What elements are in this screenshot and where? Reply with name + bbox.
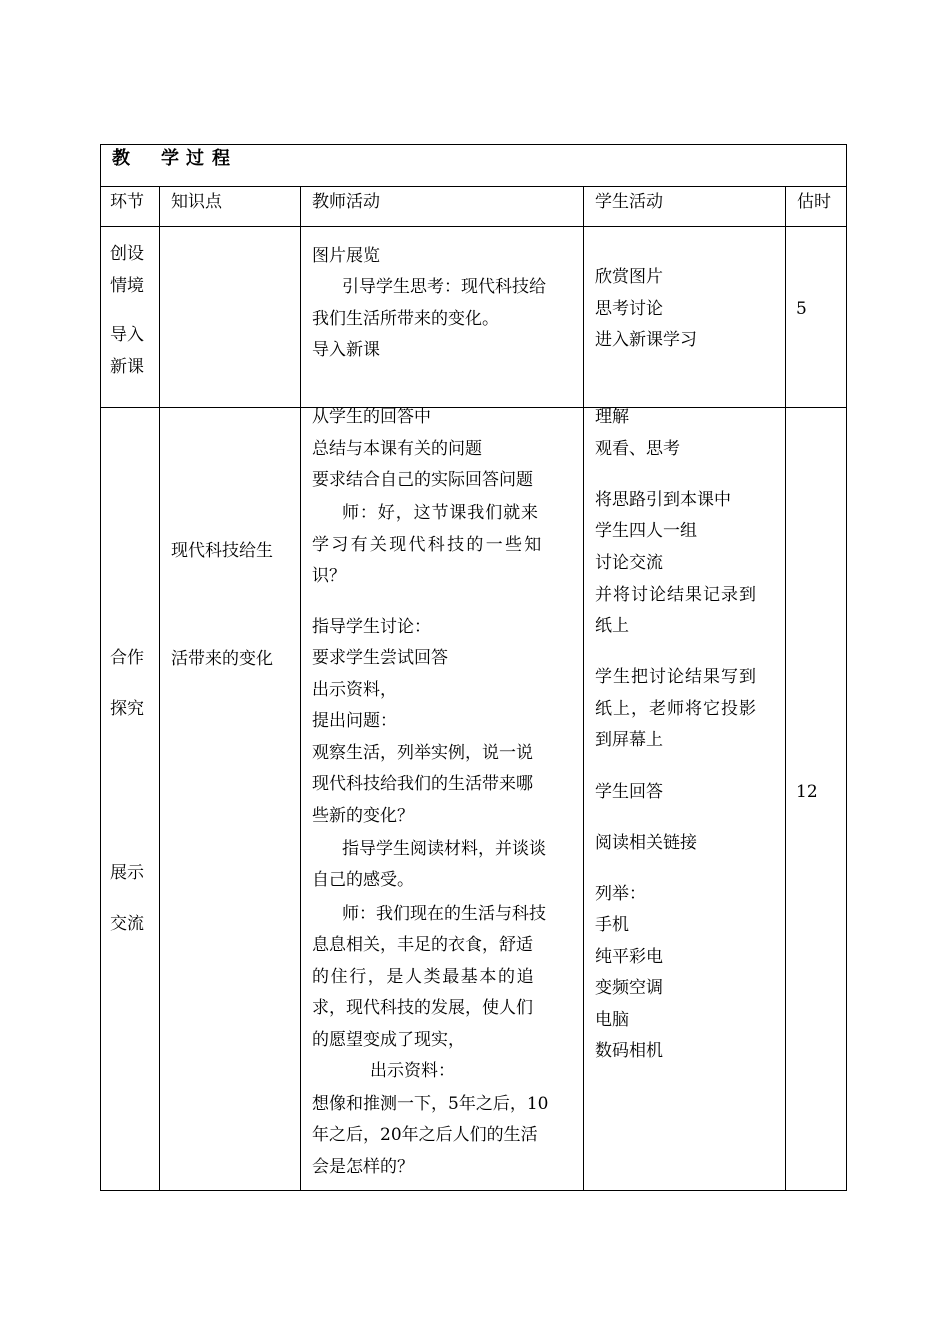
title-char: 学	[161, 148, 179, 169]
student-line: 阅读相关链接	[595, 833, 697, 853]
teacher-line: 的住行，是人类最基本的追	[312, 967, 536, 987]
student-line: 思考讨论	[595, 299, 663, 319]
stage-line: 情境	[110, 276, 144, 296]
teacher-line: 息息相关，丰足的衣食，舒适	[312, 935, 533, 955]
header-knowledge: 知识点	[171, 192, 222, 212]
student-line: 进入新课学习	[595, 330, 697, 350]
student-line: 到屏幕上	[595, 730, 663, 750]
student-line: 纯平彩电	[595, 947, 663, 967]
row1-divider	[100, 407, 847, 408]
student-line: 手机	[595, 915, 629, 935]
teaching-process-table	[100, 144, 847, 1191]
teacher-line: 指导学生讨论：	[312, 617, 431, 637]
teacher-line: 想像和推测一下，5年之后，10	[312, 1094, 549, 1114]
stage-line: 探究	[110, 699, 144, 719]
student-line: 纸上	[595, 616, 629, 636]
table-border-left	[100, 144, 101, 1191]
student-line: 电脑	[595, 1010, 629, 1030]
col-divider-2	[300, 186, 301, 1191]
teacher-line: 会是怎样的？	[312, 1157, 414, 1177]
title-char: 过	[186, 148, 204, 169]
student-line: 学生回答	[595, 782, 663, 802]
teacher-line: 出示资料，	[312, 680, 397, 700]
teacher-line: 识？	[312, 566, 346, 586]
student-line: 纸上，老师将它投影	[595, 699, 757, 719]
student-line: 欣赏图片	[595, 267, 663, 287]
header-teacher-activity: 教师活动	[312, 192, 380, 212]
teacher-line: 观察生活，列举实例，说一说	[312, 743, 533, 763]
col-divider-1	[159, 186, 160, 1191]
teacher-line: 些新的变化？	[312, 806, 414, 826]
teacher-line: 从学生的回答中	[312, 407, 431, 427]
teacher-line: 师：我们现在的生活与科技	[342, 904, 546, 924]
stage-line: 展示	[110, 863, 144, 883]
teacher-line: 引导学生思考：现代科技给	[342, 277, 546, 297]
row1-time: 5	[796, 299, 807, 319]
student-line: 将思路引到本课中	[595, 490, 731, 510]
stage-line: 创设	[110, 244, 144, 264]
student-line: 讨论交流	[595, 553, 663, 573]
student-line: 列举：	[595, 884, 646, 904]
teacher-line: 图片展览	[312, 246, 380, 266]
stage-line: 合作	[110, 648, 144, 668]
knowledge-line: 活带来的变化	[171, 649, 273, 669]
teacher-line: 学习有关现代科技的一些知	[312, 535, 544, 555]
student-line: 数码相机	[595, 1041, 663, 1061]
col-divider-4	[785, 186, 786, 1191]
teacher-line: 总结与本课有关的问题	[312, 439, 482, 459]
teacher-line: 自己的感受。	[312, 870, 414, 890]
table-border-right	[846, 144, 847, 1191]
row2-time: 12	[796, 782, 818, 802]
teacher-line: 年之后，20年之后人们的生活	[312, 1125, 538, 1145]
stage-line: 新课	[110, 357, 144, 377]
teacher-line: 的愿望变成了现实，	[312, 1030, 465, 1050]
student-line: 并将讨论结果记录到	[595, 585, 757, 605]
teacher-line: 指导学生阅读材料，并谈谈	[342, 839, 546, 859]
teacher-line: 提出问题：	[312, 711, 397, 731]
header-time: 估时	[797, 192, 831, 212]
teacher-line: 要求学生尝试回答	[312, 648, 448, 668]
col-divider-3	[583, 186, 584, 1191]
header-stage: 环节	[110, 192, 144, 212]
teacher-line: 师：好，这节课我们就来	[342, 503, 539, 523]
header-row-divider	[100, 226, 847, 227]
teacher-line: 要求结合自己的实际回答问题	[312, 470, 533, 490]
table-border-bottom	[100, 1190, 847, 1191]
student-line: 学生把讨论结果写到	[595, 667, 757, 687]
teacher-line: 现代科技给我们的生活带来哪	[312, 774, 533, 794]
teacher-line: 我们生活所带来的变化。	[312, 309, 499, 329]
teacher-line: 出示资料：	[370, 1061, 455, 1081]
knowledge-line: 现代科技给生	[171, 541, 273, 561]
title-char: 教	[112, 148, 130, 169]
student-line: 观看、思考	[595, 439, 680, 459]
header-student-activity: 学生活动	[595, 192, 663, 212]
student-line: 变频空调	[595, 978, 663, 998]
title-char: 程	[212, 148, 230, 169]
student-line: 理解	[595, 407, 629, 427]
teacher-line: 求，现代科技的发展，使人们	[312, 998, 533, 1018]
student-line: 学生四人一组	[595, 521, 697, 541]
stage-line: 交流	[110, 914, 144, 934]
stage-line: 导入	[110, 325, 144, 345]
teacher-line: 导入新课	[312, 340, 380, 360]
table-title	[112, 144, 230, 187]
